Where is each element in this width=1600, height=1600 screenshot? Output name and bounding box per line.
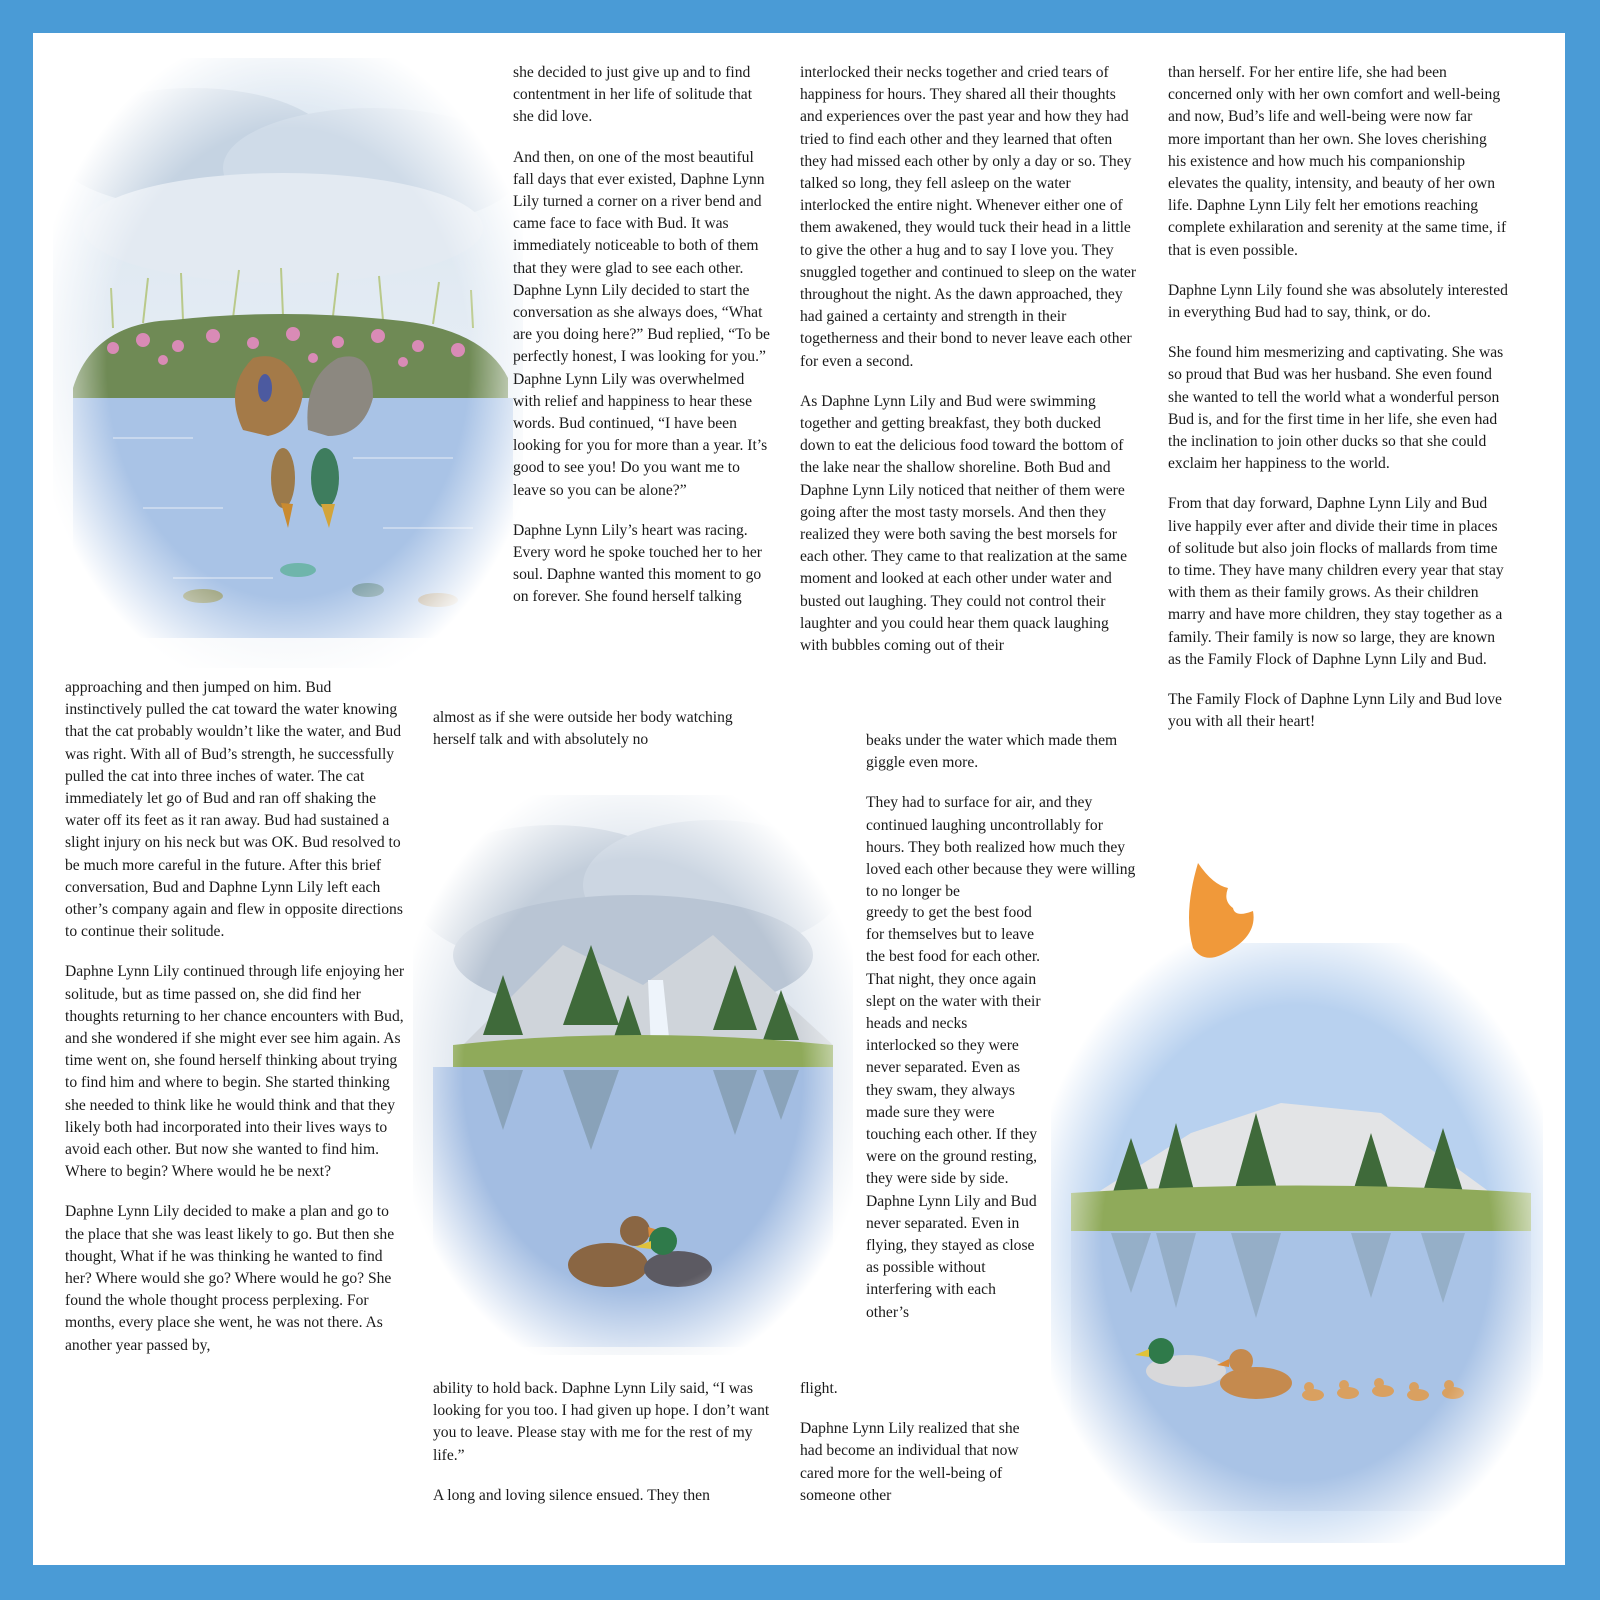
story-page [33, 33, 1565, 1565]
paragraph: Daphne Lynn Lily continued through life enjoying her solitude, but as time passed on, she did find her thoughts returning to her chance encounters with Bud, and she wondered if she might ever see him again. As time went on, she found herself thinking about trying to find him and where to begin. She started thinking she needed to think like he would think and that they likely both had incorporated into their lives ways to avoid each other. But now she wanted to find him. Where to begin? Where would he be next? [65, 963, 405, 1181]
paragraph: she decided to just give up and to find contentment in her life of solitude that she did love. [513, 64, 753, 126]
paragraph: From that day forward, Daphne Lynn Lily and Bud live happily ever after and divide their time in places of solitude but also join flocks of mallards from time to time. They have many children every year that stay with them as their family grows. As their children marry and have more children, they stay together as a family. Their family is now so large, they are known as the Family Flock of Daphne Lynn Lily and Bud. [1168, 495, 1504, 668]
column-3-indent-text [866, 730, 1141, 903]
column-2-mid-text [433, 707, 773, 751]
paragraph: The Family Flock of Daphne Lynn Lily and Bud love you with all their heart! [1168, 691, 1502, 731]
paragraph: Daphne Lynn Lily’s heart was racing. Every word he spoke touched her to her soul. Daphne wanted this moment to go on forever. She found herself talking [513, 521, 762, 606]
column-2-top-text [513, 62, 773, 609]
column-2-bottom-text [433, 1378, 778, 1507]
illustration-diving-ducks [53, 58, 523, 668]
paragraph: ability to hold back. Daphne Lynn Lily said, “I was looking for you too. I had given up hope. I don’t want you to leave. Please stay with me for the rest of my life.” [433, 1380, 770, 1464]
paragraph: They had to surface for air, and they continued laughing uncontrollably for hours. They both realized how much they loved each other because they were willing to no longer be [866, 794, 1136, 901]
paragraph: interlocked their necks together and cried tears of happiness for hours. They shared all their thoughts and experiences over the past year and how they had tried to find each other and they learned that often they had missed each other by only a day or so. They talked so long, they fell asleep on the water interlocked the entire night. Whenever either one of them awakened, they would tuck their head in a little to give the other a hug and to say I love you. They snuggled together and continued to sleep on the water throughout the night. As the dawn approached, they had gained a certainty and strength in their togetherness and their bond to never leave each other for even a second. [800, 64, 1137, 370]
paragraph: greedy to get the best food for themselves but to leave the best food for each other. That night, they once again slept on the water with their heads and necks interlocked so they were never separated. Even as they swam, they always made sure they were touching each other. If they were on the ground resting, they were side by side. Daphne Lynn Lily and Bud never separated. Even in flying, they stayed as close as possible without interfering with each other’s [866, 904, 1041, 1321]
duck-footprint-icon [1173, 863, 1263, 968]
illustration-mountain-lake-pair [413, 795, 853, 1355]
paragraph: approaching and then jumped on him. Bud instinctively pulled the cat toward the water knowing that the cat probably wouldn’t like the water, and Bud was right. With all of Bud’s strength, he successfully pulled the cat into three inches of water. The cat immediately let go of Bud and ran off shaking the water off its feet as it ran away. Bud had sustained a slight injury on his neck but was OK. Bud resolved to be much more careful in the future. After this brief conversation, Bud and Daphne Lynn Lily left each other’s company again and flew in opposite directions to continue their solitude. [65, 679, 403, 941]
paragraph: almost as if she were outside her body watching herself talk and with absolutely no [433, 709, 733, 749]
paragraph: than herself. For her entire life, she had been concerned only with her own comfort and well-being and now, Bud’s life and well-being were now far more important than her own. She loves cherishing his existence and how much his companionship elevates the quality, intensity, and beauty of her own life. Daphne Lynn Lily felt her emotions reaching complete exhilaration and serenity at the same time, if that is even possible. [1168, 64, 1507, 259]
paragraph: Daphne Lynn Lily decided to make a plan and go to the place that she was least likely to go. But then she thought, What if he was thinking he wanted to find her? Where would she go? Where would he go? She found the whole thought process perplexing. For months, every place she went, he was not there. As another year passed by, [65, 1203, 395, 1354]
paragraph: And then, on one of the most beautiful fall days that ever existed, Daphne Lynn Lily turned a corner on a river bend and came face to face with Bud. It was immediately noticeable to both of them that they were glad to see each other. Daphne Lynn Lily decided to start the conversation as she always does, “What are you doing here?” Bud replied, “To be perfectly honest, I was looking for you.” Daphne Lynn Lily was overwhelmed with relief and happiness to hear these words. Bud continued, “I have been looking for you for more than a year. It’s good to see you! Do you want me to leave so you can be alone?” [513, 148, 770, 499]
column-3-narrow-text [866, 902, 1041, 1324]
paragraph: Daphne Lynn Lily found she was absolutely interested in everything Bud had to say, think, or do. [1168, 281, 1508, 322]
illustration-duck-family [1051, 943, 1543, 1543]
column-1-text [65, 677, 410, 1357]
column-3-bottom-text [800, 1378, 1035, 1507]
paragraph: She found him mesmerizing and captivating. She was so proud that Bud was her husband. She even found she wanted to tell the world what a wonderful person Bud is, and for the first time in her life, she even had the inclination to join other ducks so that she could exclaim her happiness to the world. [1168, 344, 1504, 473]
paragraph: Daphne Lynn Lily realized that she had become an individual that now cared more for the well-being of someone other [800, 1420, 1020, 1504]
paragraph: flight. [800, 1380, 838, 1397]
column-3-top-text [800, 62, 1138, 657]
paragraph: A long and loving silence ensued. They then [433, 1486, 710, 1504]
column-4-text [1168, 62, 1508, 733]
paragraph: beaks under the water which made them giggle even more. [866, 732, 1118, 772]
paragraph: As Daphne Lynn Lily and Bud were swimming together and getting breakfast, they both ducked down to eat the delicious food toward the bottom of the lake near the shallow shoreline. Both Bud and Daphne Lynn Lily noticed that neither of them were going after the most tasty morsels. And then they realized they were both saving the best morsels for each other. They came to that realization at the same moment and looked at each other under water and busted out laughing. They could not control their laughter and you could hear them quack laughing with bubbles coming out of their [800, 392, 1128, 655]
